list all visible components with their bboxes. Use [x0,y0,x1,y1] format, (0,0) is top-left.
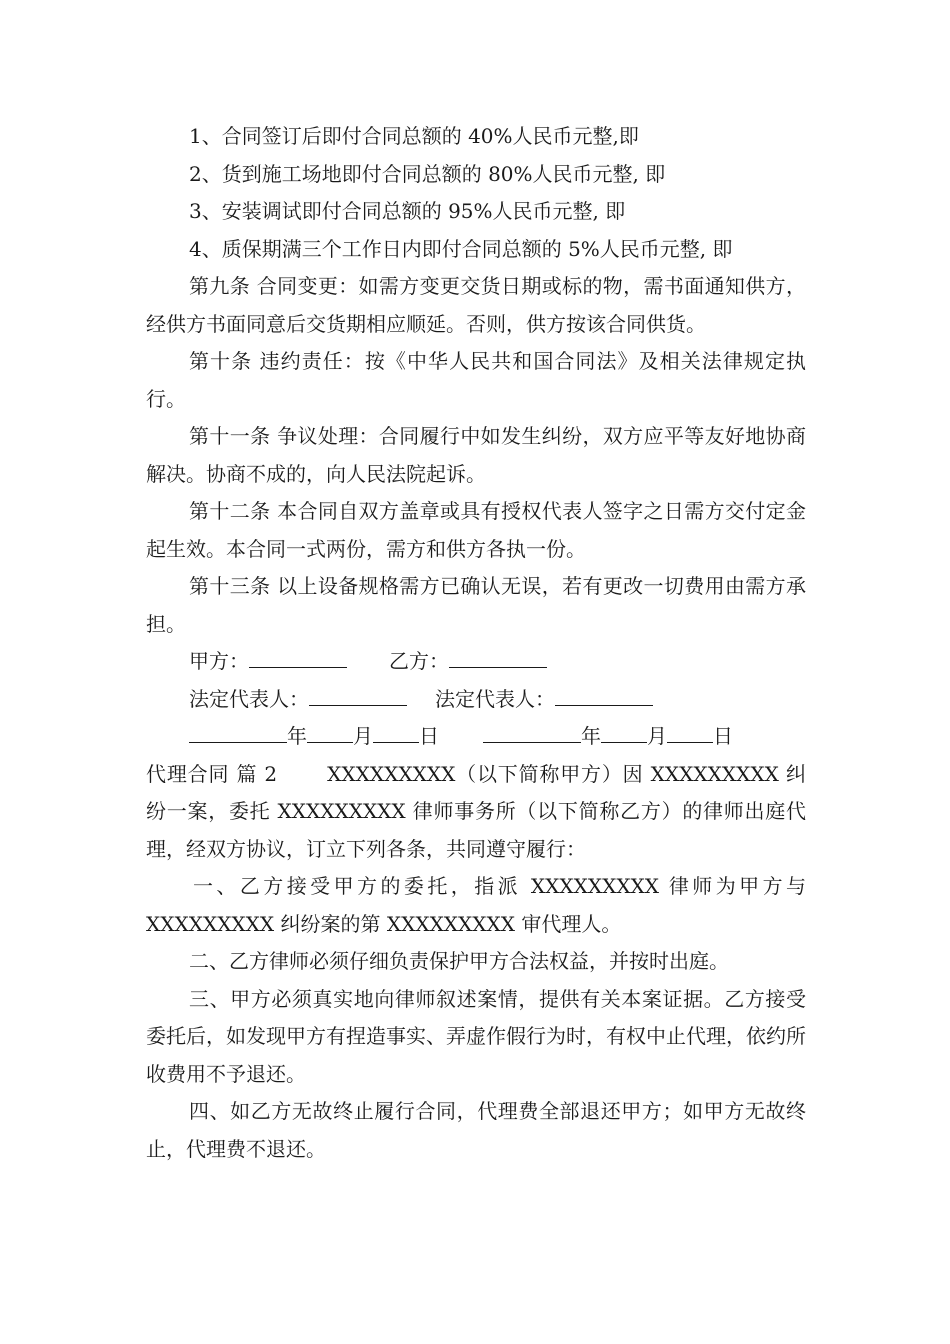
date-b-day: 日 [713,724,733,748]
date-b-month: 月 [647,724,667,748]
party-b-blank [449,645,547,668]
agency-item-3: 三、甲方必须真实地向律师叙述案情，提供有关本案证据。乙方接受委托后，如发现甲方有捏造事实、弄虚作假行为时，有权中止代理，依约所收费用不予退还。 [146,986,806,1086]
payment-item-3: 3、安装调试即付合同总额的 95%人民币元整, 即 [189,199,626,223]
party-a-label: 甲方： [189,649,249,673]
clause-11: 第十一条 争议处理：合同履行中如发生纠纷，双方应平等友好地协商解决。协商不成的，向人民法院起诉。 [146,424,806,486]
rep-a-label: 法定代表人： [189,686,309,711]
agency-intro-paragraph [146,756,806,869]
clause-9: 第九条 合同变更：如需方变更交货日期或标的物，需书面通知供方，经供方书面同意后交货期相应顺延。否则，供方按该合同供货。 [146,274,806,336]
date-a-year-blank [189,720,287,743]
signature-rep-row [146,681,806,719]
payment-item-4: 4、质保期满三个工作日内即付合同总额的 5%人民币元整, 即 [189,236,733,261]
date-a-day-blank [373,720,419,743]
date-a-year: 年 [287,724,307,748]
agency-item-1: 一、乙方接受甲方的委托，指派 XXXXXXXXX 律师为甲方与 XXXXXXXXX 纠纷案的第 XXXXXXXXX 审代理人。 [146,874,806,936]
agency-intro: XXXXXXXXX（以下简称甲方）因 XXXXXXXXX 纠纷一案，委托 XXXXXXXXX 律师事务所（以下简称乙方）的律师出庭代理，经双方协议，订立下列各条，共同遵守履行： [146,761,806,861]
clause-13: 第十三条 以上设备规格需方已确认无误，若有更改一切费用由需方承担。 [146,574,806,636]
date-a-day: 日 [419,724,439,748]
date-b-year-blank [483,720,581,743]
agency-heading: 代理合同 篇 2 [146,761,278,786]
rep-b-blank [555,683,653,706]
date-a-month-blank [307,720,353,743]
date-b-year: 年 [581,724,601,748]
agency-item-4: 四、如乙方无故终止履行合同，代理费全部退还甲方；如甲方无故终止，代理费不退还。 [146,1099,806,1161]
payment-item-1: 1、合同签订后即付合同总额的 40%人民币元整,即 [189,124,639,148]
clause-10: 第十条 违约责任：按《中华人民共和国合同法》及相关法律规定执行。 [146,349,806,411]
rep-b-label: 法定代表人： [435,686,555,711]
rep-a-blank [309,683,407,706]
payment-item-2: 2、货到施工场地即付合同总额的 80%人民币元整, 即 [189,161,666,186]
date-b-day-blank [667,720,713,743]
date-a-month: 月 [353,724,373,748]
party-b-label: 乙方： [389,649,449,673]
signature-party-row [146,643,806,681]
agency-item-2: 二、乙方律师必须仔细负责保护甲方合法权益，并按时出庭。 [189,949,729,973]
clause-12: 第十二条 本合同自双方盖章或具有授权代表人签字之日需方交付定金起生效。本合同一式两份，需方和供方各执一份。 [146,499,806,561]
date-b-month-blank [601,720,647,743]
document-page [146,118,806,1168]
signature-date-row [146,718,806,756]
party-a-blank [249,645,347,668]
